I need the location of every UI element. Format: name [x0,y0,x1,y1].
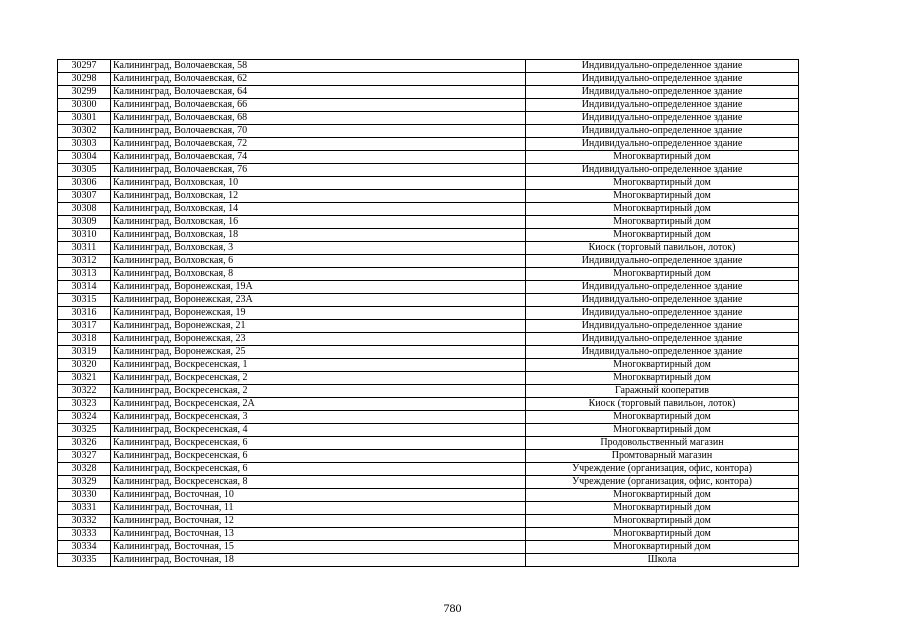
table-row [58,554,799,567]
row-object-type-cell: Многоквартирный дом [526,515,799,528]
row-object-type-cell: Индивидуально-определенное здание [526,112,799,125]
table-row [58,411,799,424]
row-id-cell: 30333 [58,528,111,541]
row-id-cell: 30317 [58,320,111,333]
row-object-type-cell: Многоквартирный дом [526,541,799,554]
table-row [58,398,799,411]
row-id-cell: 30319 [58,346,111,359]
row-address-cell: Калининград, Волховская, 10 [111,177,526,190]
row-address-cell: Калининград, Волховская, 16 [111,216,526,229]
row-address-cell: Калининград, Волочаевская, 64 [111,86,526,99]
table-row [58,86,799,99]
row-address-cell: Калининград, Воронежская, 25 [111,346,526,359]
row-address-cell: Калининград, Воронежская, 19 [111,307,526,320]
row-address-cell: Калининград, Воронежская, 21 [111,320,526,333]
row-object-type-cell: Индивидуально-определенное здание [526,320,799,333]
table-row [58,294,799,307]
row-address-cell: Калининград, Волочаевская, 68 [111,112,526,125]
row-address-cell: Калининград, Воскресенская, 3 [111,411,526,424]
row-id-cell: 30303 [58,138,111,151]
table-row [58,437,799,450]
table-row [58,307,799,320]
row-object-type-cell: Индивидуально-определенное здание [526,99,799,112]
row-id-cell: 30324 [58,411,111,424]
table-row [58,255,799,268]
row-id-cell: 30323 [58,398,111,411]
table-row [58,463,799,476]
row-address-cell: Калининград, Восточная, 12 [111,515,526,528]
row-id-cell: 30318 [58,333,111,346]
row-id-cell: 30331 [58,502,111,515]
table-row [58,190,799,203]
row-id-cell: 30298 [58,73,111,86]
row-object-type-cell: Многоквартирный дом [526,528,799,541]
table-row [58,112,799,125]
row-object-type-cell: Индивидуально-определенное здание [526,125,799,138]
row-address-cell: Калининград, Восточная, 15 [111,541,526,554]
table-row [58,242,799,255]
row-id-cell: 30299 [58,86,111,99]
row-object-type-cell: Индивидуально-определенное здание [526,73,799,86]
row-id-cell: 30308 [58,203,111,216]
row-id-cell: 30314 [58,281,111,294]
table-row [58,541,799,554]
row-id-cell: 30321 [58,372,111,385]
row-address-cell: Калининград, Восточная, 10 [111,489,526,502]
row-address-cell: Калининград, Воскресенская, 1 [111,359,526,372]
table-row [58,216,799,229]
table-row [58,424,799,437]
row-id-cell: 30311 [58,242,111,255]
row-id-cell: 30322 [58,385,111,398]
row-object-type-cell: Гаражный кооператив [526,385,799,398]
row-address-cell: Калининград, Воскресенская, 8 [111,476,526,489]
row-id-cell: 30326 [58,437,111,450]
row-id-cell: 30330 [58,489,111,502]
row-object-type-cell: Многоквартирный дом [526,216,799,229]
row-object-type-cell: Школа [526,554,799,567]
row-object-type-cell: Индивидуально-определенное здание [526,281,799,294]
row-object-type-cell: Многоквартирный дом [526,372,799,385]
row-object-type-cell: Индивидуально-определенное здание [526,346,799,359]
row-object-type-cell: Учреждение (организация, офис, контора) [526,476,799,489]
row-id-cell: 30334 [58,541,111,554]
table-row [58,515,799,528]
row-id-cell: 30335 [58,554,111,567]
row-id-cell: 30304 [58,151,111,164]
row-id-cell: 30332 [58,515,111,528]
property-registry-table [57,59,799,567]
row-object-type-cell: Многоквартирный дом [526,177,799,190]
row-id-cell: 30328 [58,463,111,476]
row-object-type-cell: Индивидуально-определенное здание [526,307,799,320]
table-row [58,138,799,151]
row-object-type-cell: Многоквартирный дом [526,424,799,437]
row-address-cell: Калининград, Воронежская, 23 [111,333,526,346]
row-address-cell: Калининград, Воскресенская, 2А [111,398,526,411]
table-row [58,73,799,86]
row-object-type-cell: Киоск (торговый павильон, лоток) [526,398,799,411]
row-address-cell: Калининград, Воскресенская, 6 [111,450,526,463]
row-id-cell: 30312 [58,255,111,268]
table-row [58,346,799,359]
row-object-type-cell: Индивидуально-определенное здание [526,138,799,151]
row-id-cell: 30309 [58,216,111,229]
table-row [58,164,799,177]
row-object-type-cell: Индивидуально-определенное здание [526,164,799,177]
table-row [58,177,799,190]
table-row [58,385,799,398]
table-row [58,502,799,515]
row-address-cell: Калининград, Восточная, 18 [111,554,526,567]
page-number: 780 [443,601,462,615]
row-address-cell: Калининград, Воронежская, 19А [111,281,526,294]
row-object-type-cell: Индивидуально-определенное здание [526,294,799,307]
row-id-cell: 30320 [58,359,111,372]
row-object-type-cell: Продовольственный магазин [526,437,799,450]
row-id-cell: 30300 [58,99,111,112]
row-id-cell: 30310 [58,229,111,242]
table-row [58,320,799,333]
row-object-type-cell: Промтоварный магазин [526,450,799,463]
row-id-cell: 30329 [58,476,111,489]
row-address-cell: Калининград, Воскресенская, 6 [111,463,526,476]
row-id-cell: 30301 [58,112,111,125]
row-object-type-cell: Многоквартирный дом [526,190,799,203]
table-row [58,359,799,372]
row-object-type-cell: Многоквартирный дом [526,411,799,424]
row-object-type-cell: Учреждение (организация, офис, контора) [526,463,799,476]
table-row [58,476,799,489]
row-object-type-cell: Многоквартирный дом [526,489,799,502]
row-object-type-cell: Многоквартирный дом [526,359,799,372]
row-address-cell: Калининград, Волховская, 6 [111,255,526,268]
table-row [58,528,799,541]
table-row [58,372,799,385]
row-address-cell: Калининград, Воронежская, 23А [111,294,526,307]
row-address-cell: Калининград, Воскресенская, 6 [111,437,526,450]
row-id-cell: 30327 [58,450,111,463]
registry-table-body [58,60,799,567]
table-row [58,60,799,73]
row-object-type-cell: Индивидуально-определенное здание [526,255,799,268]
row-id-cell: 30306 [58,177,111,190]
row-object-type-cell: Индивидуально-определенное здание [526,60,799,73]
row-address-cell: Калининград, Волочаевская, 70 [111,125,526,138]
row-address-cell: Калининград, Воскресенская, 2 [111,385,526,398]
row-object-type-cell: Индивидуально-определенное здание [526,86,799,99]
row-id-cell: 30297 [58,60,111,73]
row-address-cell: Калининград, Воскресенская, 4 [111,424,526,437]
row-address-cell: Калининград, Воскресенская, 2 [111,372,526,385]
row-address-cell: Калининград, Волховская, 3 [111,242,526,255]
row-object-type-cell: Многоквартирный дом [526,268,799,281]
row-object-type-cell: Индивидуально-определенное здание [526,333,799,346]
row-address-cell: Калининград, Волочаевская, 72 [111,138,526,151]
row-address-cell: Калининград, Волховская, 12 [111,190,526,203]
row-object-type-cell: Многоквартирный дом [526,151,799,164]
row-id-cell: 30313 [58,268,111,281]
row-address-cell: Калининград, Волочаевская, 76 [111,164,526,177]
table-row [58,99,799,112]
row-address-cell: Калининград, Волховская, 14 [111,203,526,216]
row-id-cell: 30325 [58,424,111,437]
table-row [58,229,799,242]
row-id-cell: 30302 [58,125,111,138]
row-object-type-cell: Многоквартирный дом [526,229,799,242]
table-row [58,203,799,216]
row-address-cell: Калининград, Волочаевская, 58 [111,60,526,73]
row-address-cell: Калининград, Волочаевская, 74 [111,151,526,164]
row-address-cell: Калининград, Восточная, 11 [111,502,526,515]
table-row [58,281,799,294]
table-row [58,450,799,463]
row-address-cell: Калининград, Восточная, 13 [111,528,526,541]
row-id-cell: 30305 [58,164,111,177]
row-address-cell: Калининград, Волочаевская, 66 [111,99,526,112]
row-id-cell: 30307 [58,190,111,203]
table-row [58,333,799,346]
row-id-cell: 30315 [58,294,111,307]
table-row [58,125,799,138]
row-object-type-cell: Многоквартирный дом [526,502,799,515]
row-address-cell: Калининград, Волочаевская, 62 [111,73,526,86]
row-address-cell: Калининград, Волховская, 18 [111,229,526,242]
table-row [58,489,799,502]
row-object-type-cell: Многоквартирный дом [526,203,799,216]
table-row [58,151,799,164]
table-row [58,268,799,281]
row-address-cell: Калининград, Волховская, 8 [111,268,526,281]
row-id-cell: 30316 [58,307,111,320]
row-object-type-cell: Киоск (торговый павильон, лоток) [526,242,799,255]
